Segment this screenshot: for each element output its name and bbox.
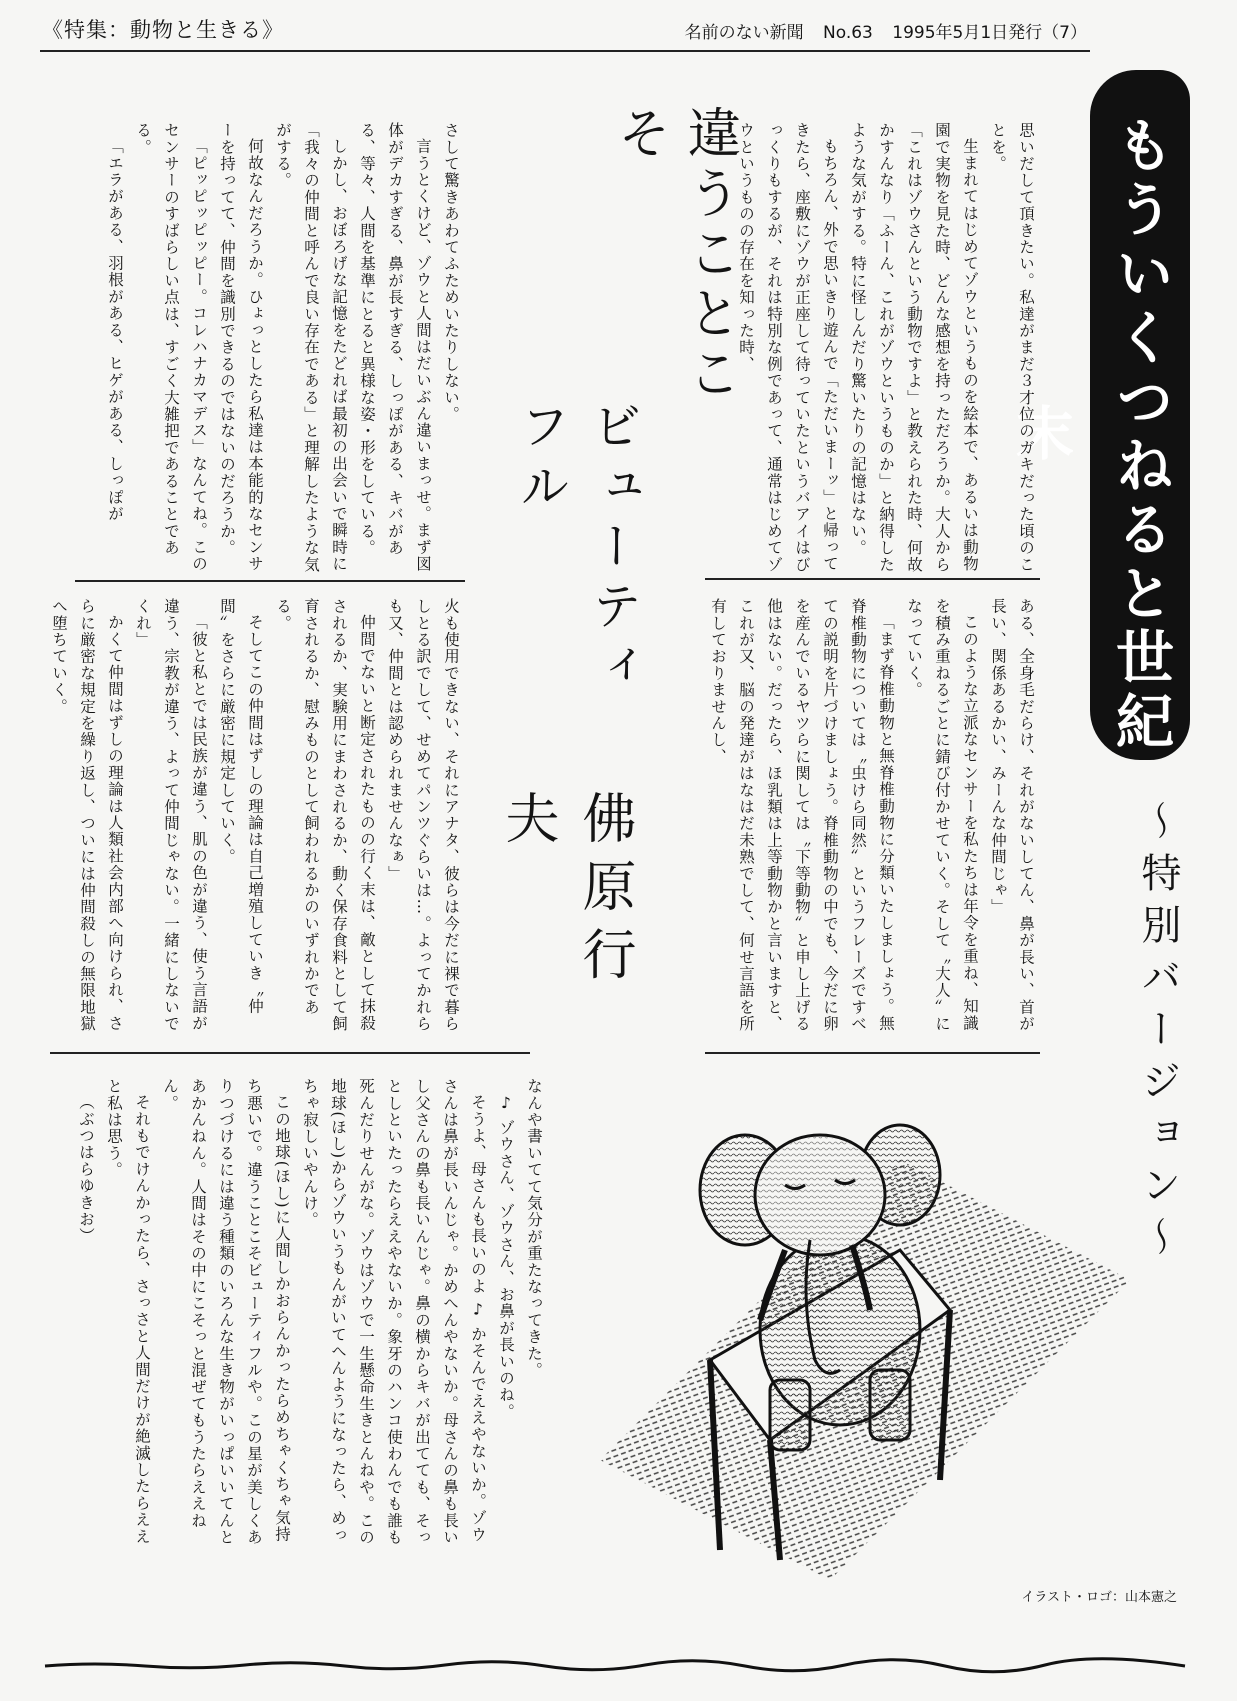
masthead: [671, 18, 1087, 43]
logo-text: もういくつねると世紀末: [1006, 115, 1174, 755]
elephant-illustration: [570, 1080, 1170, 1580]
header-rule: [40, 50, 1090, 52]
column-rule: [75, 580, 465, 582]
paper-name: 名前のない新聞: [684, 23, 804, 43]
paragraph: しかし、おぼろげな記憶をたどれば最初の出会いで瞬時に「我々の仲間と呼んで良い存在である」と理解したような気がする。: [274, 122, 348, 573]
issue-number: No.63: [823, 23, 873, 43]
feature-title: 《特集：動物と生きる》: [42, 18, 284, 42]
paragraph: 「彼と私とでは民族が違う、肌の色が違う、使う言語が違う、宗教が違う、よって仲間じゃない。一緒にしないでくれ」: [134, 598, 208, 1033]
paragraph: この地球(ほし)に人間しかおらんかったらめちゃくちゃ気持ち悪いで。違うことこそビューティフルや。この星が美しくありつづけるには違う種類のいろんな生き物がいっぱいいてんとあかんねん。人間はその中にこそっと混ぜてもうたらええねん。: [161, 1078, 291, 1546]
issue-date: 1995年5月1日発行（7）: [892, 23, 1087, 43]
paragraph: そうよ、母さんも長いのよ ♪ かそんでええやないか。ゾウさんは鼻が長いんじゃ。かめへんやないか。母さんの鼻も長いし父さんの鼻も長いんじゃ。鼻の横からキバが出てても、そっとしといたったらええやないか。象牙のハンコ使わんでも誰も死んだりせんがな。ゾウはゾウで一生懸命生きとんねや。この地球(ほし)からゾウいうもんがいてへんようになったら、めっちゃ寂しいやんけ。: [301, 1078, 487, 1546]
paragraph: さして驚きあわてふためいたりしない。: [442, 122, 460, 423]
article-column-2: [80, 122, 465, 577]
paragraph: このような立派なセンサーを私たちは年令を重ね、知識を積み重ねるごとに錆び付かせていく。そして〝大人〟になっていく。: [905, 598, 979, 1033]
paragraph: 「エラがある、羽根がある、ヒゲがある、しっぽが: [106, 137, 124, 522]
article-subtitle: ビューティフル: [512, 400, 642, 700]
column-rule: [50, 1052, 530, 1054]
article-column-4: [50, 598, 465, 1033]
paragraph: もちろん、外で思いきり遊んで「ただいまーッ」と帰ってきたら、座敷にゾウが正座して待っていたというバアイはびっくりもするが、それは特別な例であって、通常はじめてゾウというものの存在を知った時、: [737, 122, 839, 573]
paragraph: 「まず脊椎動物と無脊椎動物に分類いたしましょう。無脊椎動物については〝虫けら同然〟というフレーズですべての説明を片づけましょう。脊椎動物の中でも、今だに卵を産んでいるヤツらに関しては〝下等動物〟と申し上げる他はない。だったら、ほ乳類は上等動物かと言いますと、これが又、脳の発達がはなはだ未熟でして、何せ言語を所有しておりませんし、: [709, 598, 895, 1033]
paragraph: そしてこの仲間はずしの理論は自己増殖していき〝仲間〟をさらに厳密に規定していく。: [218, 598, 264, 1015]
article-author: 佛原行夫: [497, 790, 637, 994]
column-rule: [705, 578, 1040, 580]
paragraph: かくて仲間はずしの理論は人類社会内部へ向けられ、さらに厳密な規定を繰り返し、ついには仲間殺しの無限地獄へ堕ちていく。: [50, 598, 124, 1033]
paragraph: ある、全身毛だらけ、それがないしてん、鼻が長い、首が長い、関係あるかい、みーんな仲間じゃ」: [989, 598, 1035, 1033]
article-column-3: [705, 598, 1040, 1033]
article-title: 違うことこそ: [609, 105, 742, 405]
paragraph: （ぶつはらゆきお）: [77, 1093, 95, 1244]
article-column-5: [77, 1078, 548, 1558]
paragraph: 仲間でないと断定されたものの行く末は、敵として抹殺されるか、実験用にまわされるか、動く保存食料として飼育されるか、慰みものとして飼われるかのいずれかである。: [274, 598, 376, 1033]
footer-rule: [45, 1660, 1185, 1670]
paragraph: 「ピッピッピッピー。コレハナカマデス」なんてね。このセンサーのすばらしい点は、すごく大雑把であることである。: [134, 122, 208, 572]
article-column-1: [695, 122, 1040, 577]
paragraph: なんや書いてて気分が重たなってきた。: [525, 1078, 543, 1379]
paragraph: 生まれてはじめてゾウというものを絵本で、あるいは動物園で実物を見た時、どんな感想を持っただろうか。大人から「これはゾウさんという動物ですよ」と教えられた時、何故かすんなり「ふーん、これがゾウというものか」と納得したような気がする。特に怪しんだり驚いたりの記憶はない。: [849, 122, 979, 573]
special-version-label: 〜特別バージョン〜: [1135, 800, 1181, 1268]
column-rule: [705, 1052, 1040, 1054]
paragraph: ♪ ゾウさん、ゾウさん、お鼻が長いのね。: [497, 1093, 515, 1420]
paragraph: 思いだして頂きたい。私達がまだ３才位のガキだった頃のことを。: [989, 122, 1035, 573]
paragraph: 火も使用できない、それにアナタ、彼らは今だに裸で暮らしとる訳でして、せめてパンツぐらいは…。よってかれらも又、仲間とは認められませんなぁ」: [386, 598, 460, 1033]
paragraph: 言うとくけど、ゾウと人間はだいぶん違いまっせ。まず図体がデカすぎる、鼻が長すぎる、しっぽがある、キバがある、等々、人間を基準にとると異様な姿・形をしている。: [358, 122, 432, 572]
paragraph: 何故なんだろうか。ひょっとしたら私達は本能的なセンサーを持ってて、仲間を識別できるのではないのだろうか。: [218, 122, 264, 572]
paragraph: それもでけんかったら、さっさと人間だけが絶滅したらええと私は思う。: [105, 1078, 151, 1545]
illustration-credit: イラスト・ロゴ：山本憲之: [1021, 1590, 1177, 1605]
